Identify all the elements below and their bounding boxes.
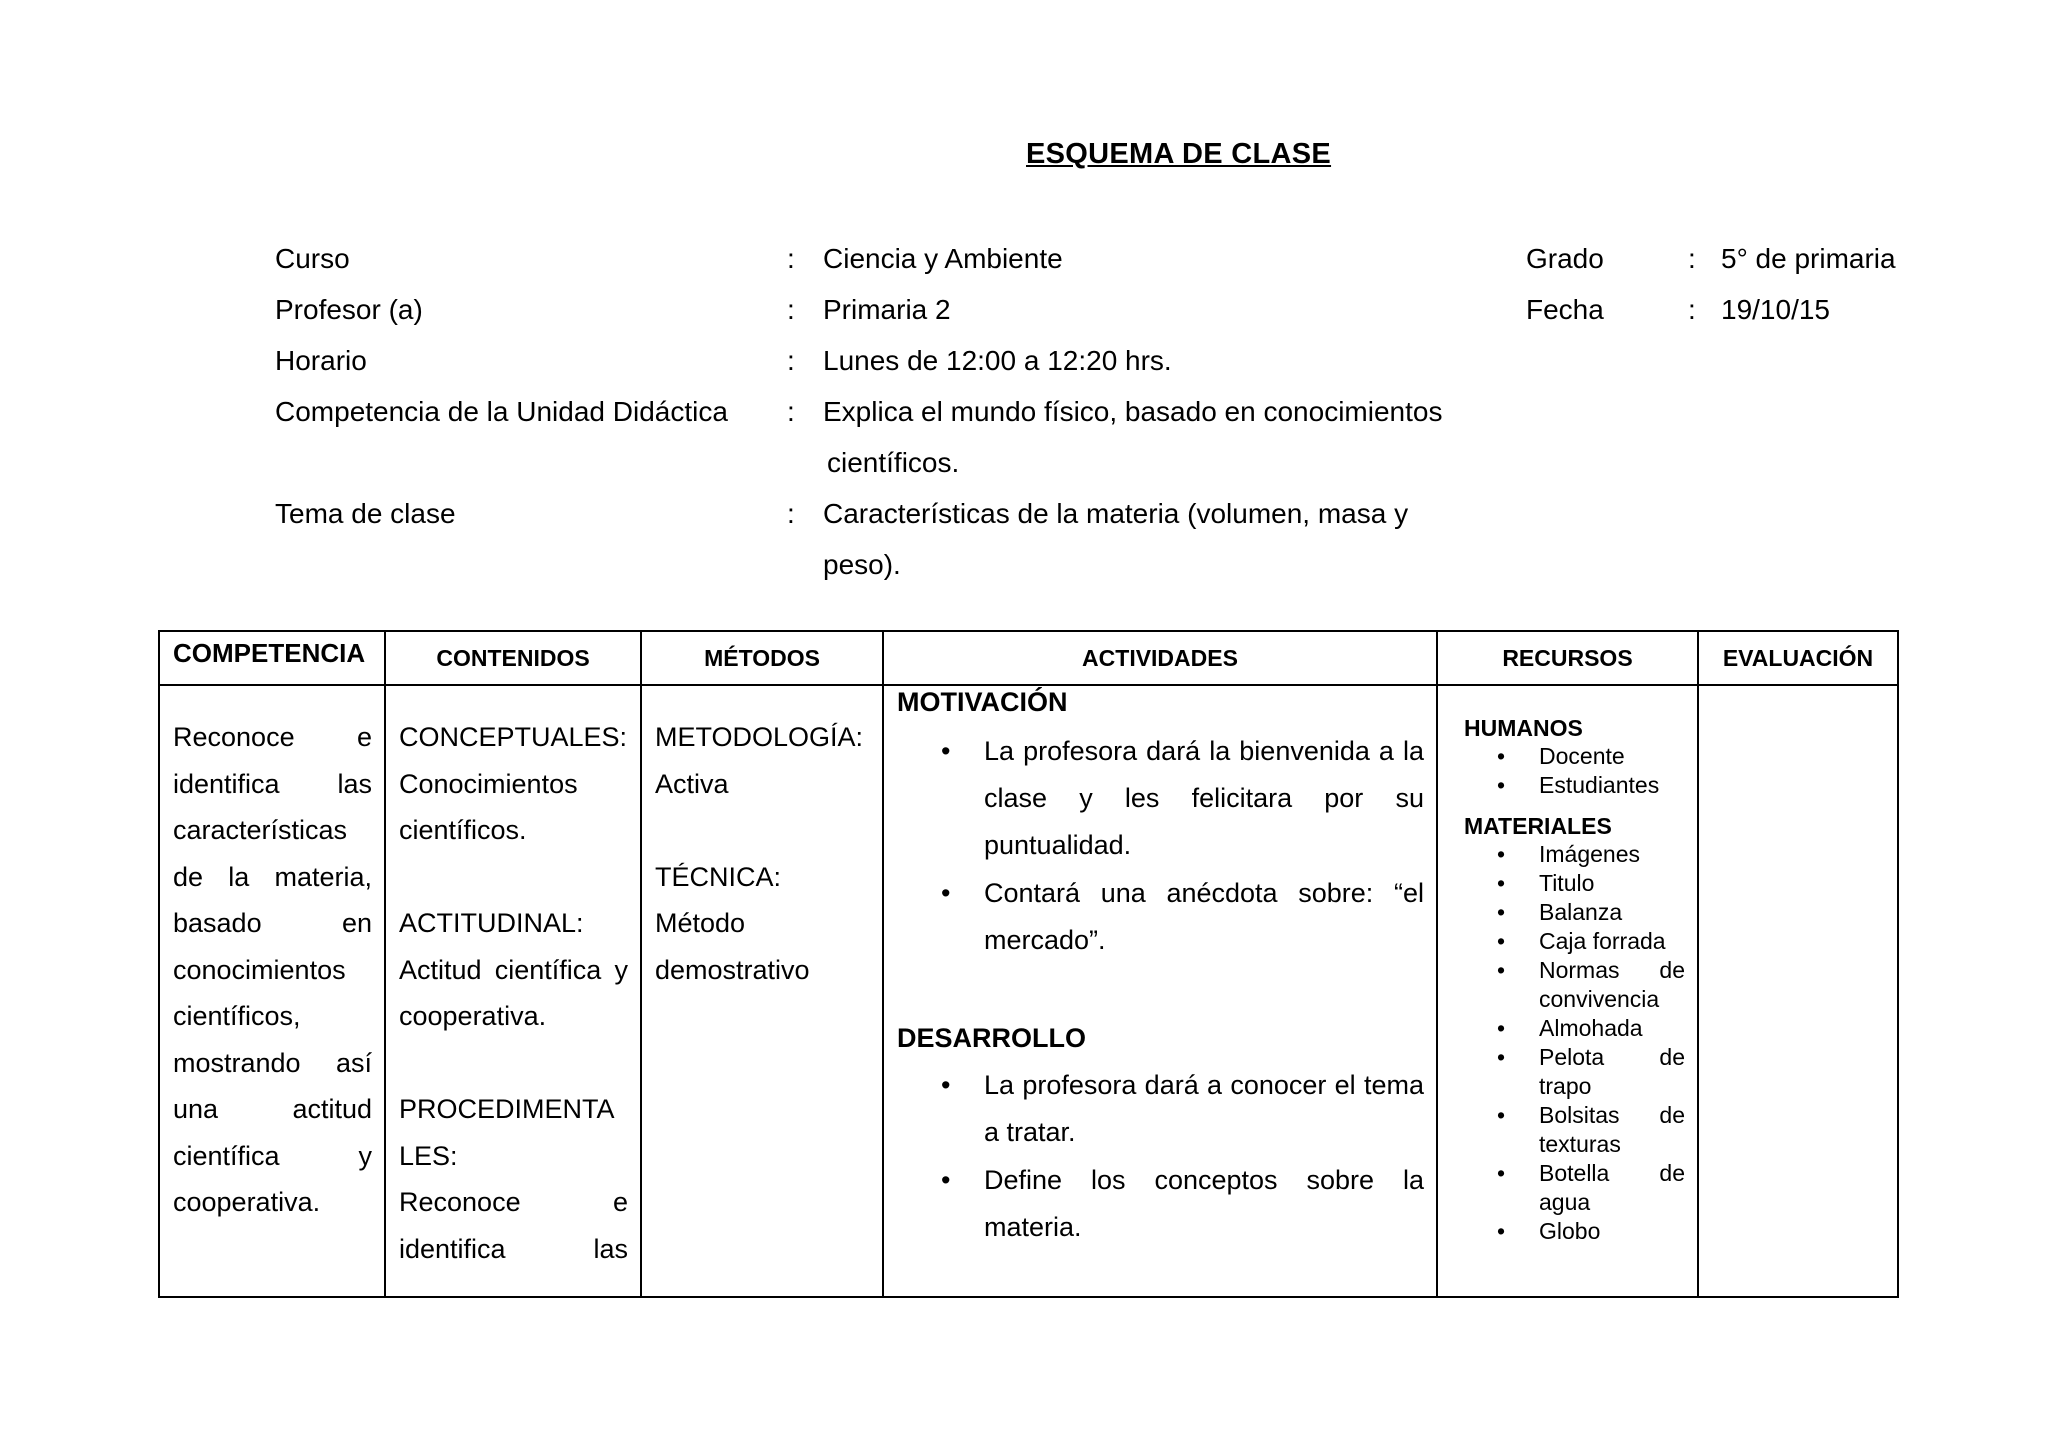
text-line: científica y xyxy=(173,1140,372,1171)
list-item-text: Estudiantes xyxy=(1539,772,1660,798)
list-item-text: Almohada xyxy=(1539,1015,1643,1041)
list-item xyxy=(1464,869,1685,898)
list-item-text: Imágenes xyxy=(1539,841,1641,867)
column-header-contenidos: CONTENIDOS xyxy=(385,631,641,685)
contenidos-text xyxy=(386,686,640,1272)
curso-label: Curso xyxy=(275,243,350,274)
motivacion-heading: MOTIVACIÓN xyxy=(897,687,1068,717)
recursos-content xyxy=(1438,686,1697,1246)
separator-colon: : xyxy=(787,243,795,274)
materiales-heading: MATERIALES xyxy=(1464,813,1612,839)
column-header-recursos: RECURSOS xyxy=(1437,631,1698,685)
text-line: Activa xyxy=(655,768,729,799)
lesson-plan-table xyxy=(158,630,1899,1298)
competencia-text xyxy=(160,686,384,1226)
bullet-icon: • xyxy=(1497,1218,1506,1244)
text-line: características xyxy=(173,815,348,845)
text-line: Reconoce e xyxy=(173,722,372,752)
metodos-text xyxy=(642,686,882,993)
separator-colon: : xyxy=(787,345,795,376)
list-item xyxy=(1464,1014,1685,1043)
bullet-icon: • xyxy=(1497,1015,1506,1041)
list-item-text: Bolsitas de texturas xyxy=(1539,1102,1685,1157)
list-item xyxy=(1464,1217,1685,1246)
table-row xyxy=(159,685,1898,1297)
bullet-icon: • xyxy=(1497,1044,1506,1070)
separator-colon: : xyxy=(787,498,795,529)
bullet-icon: • xyxy=(1497,772,1506,798)
bullet-icon: • xyxy=(941,736,951,766)
list-item-text: Define los conceptos sobre la materia. xyxy=(984,1165,1424,1242)
tema-value-line1: Características de la materia (volumen, masa y xyxy=(823,498,1409,529)
bullet-icon: • xyxy=(1497,841,1506,867)
text-line: cooperativa. xyxy=(399,1001,547,1031)
bullet-icon: • xyxy=(1497,899,1506,925)
materiales-list xyxy=(1464,840,1685,1246)
bullet-icon: • xyxy=(1497,957,1506,983)
text-line: LES: xyxy=(399,1140,458,1171)
text-line xyxy=(399,854,628,901)
list-item-text: Pelota de trapo xyxy=(1539,1044,1685,1099)
humanos-heading: HUMANOS xyxy=(1464,715,1583,741)
table-header-row xyxy=(159,631,1898,685)
list-item-text: Normas de convivencia xyxy=(1539,957,1685,1012)
list-item-text: Contará una anécdota sobre: “el mercado”. xyxy=(984,878,1424,955)
profesor-value: Primaria 2 xyxy=(823,294,951,325)
list-item xyxy=(1464,956,1685,1014)
text-line: PROCEDIMENTA xyxy=(399,1094,615,1124)
column-header-actividades: ACTIVIDADES xyxy=(883,631,1437,685)
grado-label: Grado xyxy=(1526,243,1604,274)
text-line: mostrando así xyxy=(173,1047,372,1078)
metodos-cell xyxy=(641,685,883,1297)
text-line: científicos. xyxy=(399,815,527,845)
horario-label: Horario xyxy=(275,345,367,376)
horario-value: Lunes de 12:00 a 12:20 hrs. xyxy=(823,345,1172,376)
list-item-text: Caja forrada xyxy=(1539,928,1666,954)
list-item xyxy=(897,1062,1424,1156)
bullet-icon: • xyxy=(1497,928,1506,954)
text-line: ACTITUDINAL: xyxy=(399,908,584,938)
list-item xyxy=(1464,1159,1685,1217)
list-item-text: Docente xyxy=(1539,743,1625,769)
competencia-unidad-label: Competencia de la Unidad Didáctica xyxy=(275,396,728,427)
text-line xyxy=(399,1040,628,1087)
bullet-icon: • xyxy=(1497,870,1506,896)
text-line: una actitud xyxy=(173,1094,372,1124)
list-item xyxy=(1464,840,1685,869)
text-line: CONCEPTUALES: xyxy=(399,722,628,752)
list-item xyxy=(1464,771,1685,800)
bullet-icon: • xyxy=(1497,1102,1506,1128)
tema-label: Tema de clase xyxy=(275,498,456,529)
text-line xyxy=(655,807,870,854)
text-line: TÉCNICA: xyxy=(655,861,782,892)
text-line: conocimientos xyxy=(173,954,346,985)
list-item xyxy=(897,1157,1424,1251)
text-line: basado en xyxy=(173,908,372,938)
list-item-text: La profesora dará la bienvenida a la clase y les felicitara por su puntualidad. xyxy=(984,736,1424,860)
text-line: de la materia, xyxy=(173,861,372,892)
page-title: ESQUEMA DE CLASE xyxy=(1026,138,1332,170)
competencia-unidad-value-line1: Explica el mundo físico, basado en conocimientos xyxy=(823,396,1443,427)
bullet-icon: • xyxy=(941,1165,951,1195)
bullet-icon: • xyxy=(1497,743,1506,769)
list-item xyxy=(1464,1101,1685,1159)
separator-colon: : xyxy=(1688,243,1696,274)
text-line: Conocimientos xyxy=(399,768,578,799)
separator-colon: : xyxy=(787,294,795,325)
recursos-cell xyxy=(1437,685,1698,1297)
bullet-icon: • xyxy=(941,878,951,908)
text-line: identifica las xyxy=(173,768,372,799)
text-line: Método xyxy=(655,908,746,938)
list-item xyxy=(1464,742,1685,771)
fecha-value: 19/10/15 xyxy=(1721,294,1830,325)
list-item xyxy=(897,870,1424,964)
motivacion-list xyxy=(897,728,1424,964)
list-item-text: Titulo xyxy=(1539,870,1595,896)
fecha-label: Fecha xyxy=(1526,294,1604,325)
desarrollo-heading: DESARROLLO xyxy=(897,1023,1086,1053)
text-line: METODOLOGÍA: xyxy=(655,722,864,752)
list-item xyxy=(1464,927,1685,956)
list-item-text: Balanza xyxy=(1539,899,1623,925)
bullet-icon: • xyxy=(1497,1160,1506,1186)
separator-colon: : xyxy=(787,396,795,427)
text-line: demostrativo xyxy=(655,954,810,985)
list-item xyxy=(1464,1043,1685,1101)
curso-value: Ciencia y Ambiente xyxy=(823,243,1063,274)
humanos-list xyxy=(1464,742,1685,800)
evaluacion-cell xyxy=(1698,685,1898,1297)
desarrollo-list xyxy=(897,1062,1424,1251)
actividades-cell xyxy=(883,685,1437,1297)
list-item-text: Globo xyxy=(1539,1218,1601,1244)
competencia-unidad-value-line2: científicos. xyxy=(827,447,960,478)
list-item xyxy=(897,728,1424,869)
text-line: científicos, xyxy=(173,1001,301,1031)
list-item-text: La profesora dará a conocer el tema a tratar. xyxy=(984,1070,1424,1147)
list-item-text: Botella de agua xyxy=(1539,1160,1685,1215)
separator-colon: : xyxy=(1688,294,1696,325)
column-header-evaluacion: EVALUACIÓN xyxy=(1698,631,1898,685)
competencia-cell xyxy=(159,685,385,1297)
contenidos-cell xyxy=(385,685,641,1297)
text-line: Reconoce e xyxy=(399,1187,628,1217)
column-header-metodos: MÉTODOS xyxy=(641,631,883,685)
grado-value: 5° de primaria xyxy=(1721,243,1896,274)
column-header-competencia: COMPETENCIA xyxy=(159,631,385,685)
actividades-content xyxy=(884,686,1436,1251)
text-line: Actitud científica y xyxy=(399,954,628,985)
profesor-label: Profesor (a) xyxy=(275,294,423,325)
list-item xyxy=(1464,898,1685,927)
text-line: cooperativa. xyxy=(173,1187,321,1217)
text-line: identifica las xyxy=(399,1233,628,1264)
tema-value-line2: peso). xyxy=(823,549,901,580)
bullet-icon: • xyxy=(941,1070,951,1100)
